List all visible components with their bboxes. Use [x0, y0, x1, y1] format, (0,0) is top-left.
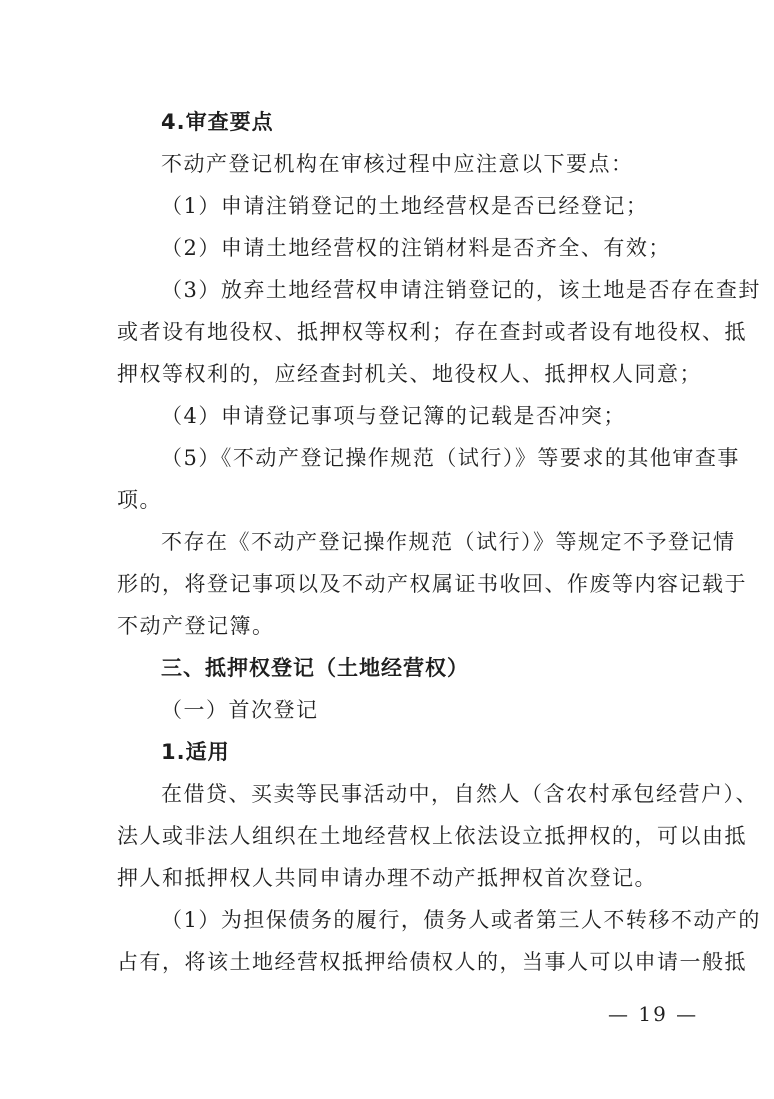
review-intro-text: 不动产登记机构在审核过程中应注意以下要点： [161, 152, 634, 176]
section-heading-review-points: 4.审查要点 [161, 110, 274, 134]
applicable-paragraph-line-1: 在借贷、买卖等民事活动中，自然人（含农村承包经营户）、 [161, 782, 758, 806]
review-item-5-line-2: 项。 [117, 488, 162, 512]
section-3-title: 三、抵押权登记（土地经营权） [161, 656, 469, 680]
subsection-first-registration: （一）首次登记 [161, 698, 319, 722]
review-item-1: （1）申请注销登记的土地经营权是否已经登记； [161, 194, 649, 218]
applicable-paragraph-line-3: 押人和抵押权人共同申请办理不动产抵押权首次登记。 [117, 866, 657, 890]
closing-paragraph-line-3: 不动产登记簿。 [117, 614, 275, 638]
applicable-paragraph-line-2: 法人或非法人组织在土地经营权上依法设立抵押权的，可以由抵 [117, 824, 747, 848]
review-item-3-line-2: 或者设有地役权、抵押权等权利；存在查封或者设有地役权、抵 [117, 320, 747, 344]
closing-paragraph-line-1: 不存在《不动产登记操作规范（试行）》等规定不予登记情 [161, 530, 736, 554]
review-item-3-line-3: 押权等权利的，应经查封机关、地役权人、抵押权人同意； [117, 362, 702, 386]
review-item-5-line-1: （5）《不动产登记操作规范（试行）》等要求的其他审查事 [161, 446, 740, 470]
review-item-4: （4）申请登记事项与登记簿的记载是否冲突； [161, 404, 626, 428]
closing-paragraph-line-2: 形的，将登记事项以及不动产权属证书收回、作废等内容记载于 [117, 572, 747, 596]
review-item-3-line-1: （3）放弃土地经营权申请注销登记的，该土地是否存在查封 [161, 278, 761, 302]
sub-item-1-line-1: （1）为担保债务的履行，债务人或者第三人不转移不动产的 [161, 908, 761, 932]
page-number: — 19 — [608, 1002, 699, 1026]
review-item-2: （2）申请土地经营权的注销材料是否齐全、有效； [161, 236, 671, 260]
sub-item-1-line-2: 占有，将该土地经营权抵押给债权人的，当事人可以申请一般抵 [117, 950, 747, 974]
heading-applicable: 1.适用 [161, 740, 230, 764]
